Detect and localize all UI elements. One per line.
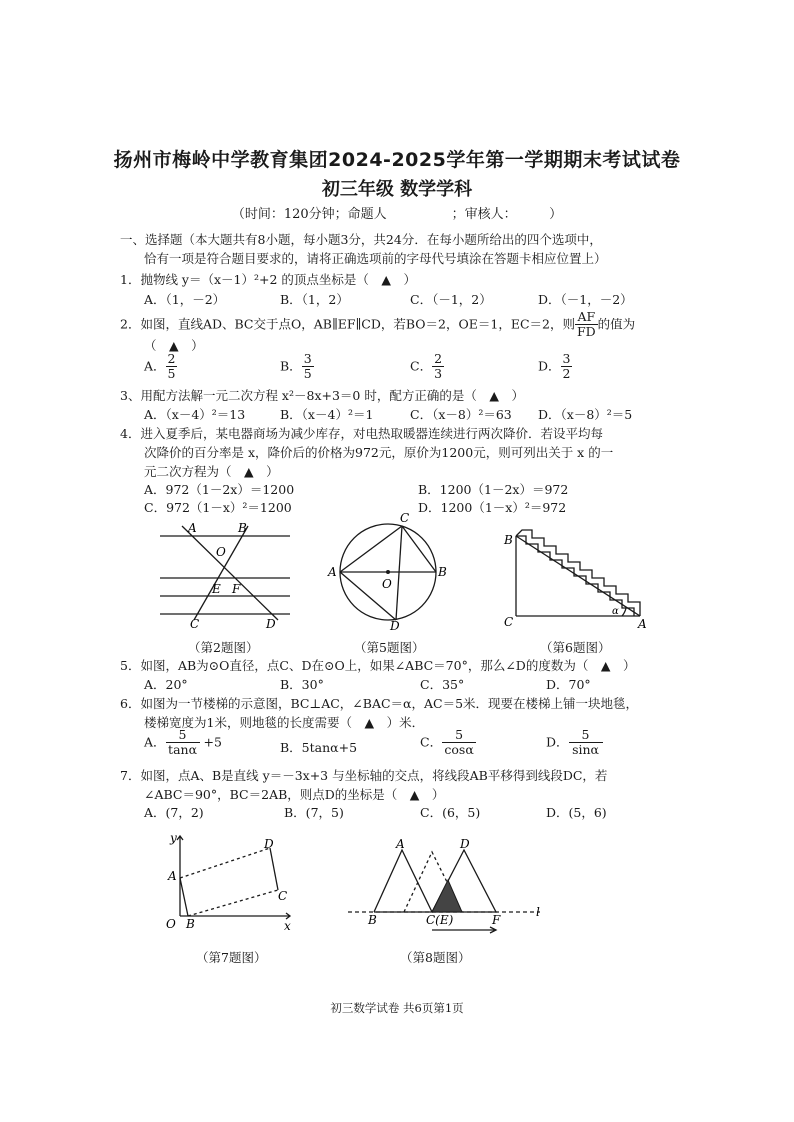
q4-line1: 4．进入夏季后，某电器商场为减少库存，对电热取暖器连续进行两次降价．若设平均每: [120, 426, 603, 441]
q7-line1: 7．如图，点A、B是直线 y＝－3x+3 与坐标轴的交点，将线段AB平移得到线段DC，若: [120, 768, 608, 783]
figure-5: [326, 510, 450, 630]
q5-option-b: B．30°: [280, 677, 324, 692]
fig2-caption: （第2题图）: [188, 640, 259, 655]
q6-line2: 楼梯宽度为1米，则地毯的长度需要（ ▲ ）米．: [144, 715, 425, 730]
q6-option-a: A． $\frac{5}{\tan\alpha}$ +5: [144, 727, 222, 758]
figure-6: [500, 518, 650, 630]
fig7-label-o: O: [166, 917, 176, 931]
fig2-label-c: C: [190, 617, 200, 630]
q4-line2: 次降价的百分率是 x，降价后的价格为972元，原价为1200元，则可列出关于 x 的一: [144, 445, 614, 460]
q5-option-c: C．35°: [420, 677, 465, 692]
section1-line1: 一、选择题（本大题共有8小题，每小题3分，共24分．在每小题所给出的四个选项中，: [120, 232, 602, 247]
q1-stem: 1．抛物线 y＝（x－1）²+2 的顶点坐标是（ ▲ ）: [120, 272, 417, 287]
exam-meta: （时间：120分钟；命题人 ；审核人： ）: [231, 207, 563, 222]
fig8-label-a: A: [396, 837, 405, 851]
q3-option-c: C．（x－8）²＝63: [410, 407, 512, 422]
fig2-label-f: F: [232, 582, 241, 596]
exam-title: 扬州市梅岭中学教育集团2024-2025学年第一学期期末考试试卷: [113, 149, 681, 171]
fig2-label-b: B: [238, 521, 247, 535]
q2-option-b: B． $\frac{3}{5}$: [280, 351, 312, 382]
q4-option-c: C．972（1－x）²＝1200: [144, 500, 292, 515]
fig5-label-o: O: [382, 577, 392, 591]
figure-2: [160, 518, 300, 630]
q3-option-a: A．（x－4）²＝13: [144, 407, 246, 422]
fig5-label-c: C: [400, 511, 410, 525]
fig5-label-d: D: [390, 619, 400, 630]
fig2-label-a: A: [188, 521, 197, 535]
fig6-label-alpha: α: [612, 606, 619, 617]
q4-option-b: B．1200（1－2x）＝972: [418, 482, 569, 497]
fig2-label-o: O: [216, 545, 226, 559]
fig2-label-e: E: [212, 582, 221, 596]
q1-option-b: B．（1，2）: [280, 292, 349, 307]
fig5-label-a: A: [328, 565, 337, 579]
fig7-label-a: A: [168, 869, 177, 883]
q2-stem-tail: 的值为: [597, 316, 636, 332]
fig8-caption: （第8题图）: [400, 950, 471, 965]
q2-option-d: D． $\frac{3}{2}$: [538, 351, 571, 382]
fig5-label-b: B: [438, 565, 447, 579]
fig7-label-b: B: [186, 917, 195, 931]
fig5-caption: （第5题图）: [354, 640, 425, 655]
fig8-label-ce: C(E): [426, 913, 454, 927]
q7-option-a: A．(7，2): [144, 805, 204, 820]
q6-option-b: B．5tanα+5: [280, 740, 358, 755]
q6-option-c: C． $\frac{5}{\cos\alpha}$: [420, 728, 476, 758]
q3-option-d: D．（x－8）²＝5: [538, 407, 633, 422]
fig6-label-b: B: [504, 533, 513, 547]
q2-fraction: $\frac{AF}{FD}$: [576, 309, 596, 340]
q4-option-d: D．1200（1－x）²＝972: [418, 500, 567, 515]
q6-option-d: D． $\frac{5}{\sin\alpha}$: [546, 728, 603, 758]
fig8-label-b: B: [368, 913, 377, 927]
q1-option-d: D．（－1，－2）: [538, 292, 633, 307]
q7-line2: ∠ABC＝90°，BC＝2AB，则点D的坐标是（ ▲ ）: [144, 787, 445, 802]
fig6-label-c: C: [504, 615, 514, 629]
fig7-label-x: x: [284, 919, 291, 933]
fig6-label-a: A: [638, 617, 647, 630]
section1-line2: 恰有一项是符合题目要求的，请将正确选项前的字母代号填涂在答题卡相应位置上）: [144, 251, 607, 266]
exam-subtitle: 初三年级 数学学科: [321, 179, 473, 200]
q1-option-a: A．（1，－2）: [144, 292, 226, 307]
q3-stem: 3、用配方法解一元二次方程 x²－8x+3＝0 时，配方正确的是（ ▲ ）: [120, 388, 524, 403]
fig8-label-d: D: [460, 837, 470, 851]
fig7-label-c: C: [278, 889, 288, 903]
q1-option-c: C．（－1，2）: [410, 292, 492, 307]
fig7-label-y: y: [170, 831, 177, 845]
fig7-label-d: D: [264, 837, 274, 851]
q5-option-a: A．20°: [144, 677, 188, 692]
q7-option-b: B．(7，5): [284, 805, 344, 820]
page-footer: 初三数学试卷 共6页第1页: [330, 1001, 464, 1015]
q2-option-a: A． $\frac{2}{5}$: [144, 351, 176, 382]
q5-stem: 5．如图，AB为⊙O直径，点C、D在⊙O上，如果∠ABC＝70°，那么∠D的度数为（ ▲ ）: [120, 658, 636, 673]
q7-option-d: D．(5，6): [546, 805, 607, 820]
q7-option-c: C．(6，5): [420, 805, 481, 820]
figure-8: [344, 836, 554, 940]
q2-stem-text: 2．如图，直线AD、BC交于点O，AB∥EF∥CD，若BO＝2，OE＝1，EC＝2，则: [120, 316, 575, 332]
fig2-label-d: D: [266, 617, 276, 630]
q4-option-a: A．972（1－2x）＝1200: [144, 482, 295, 497]
fig8-label-l: l: [536, 905, 540, 919]
q5-option-d: D．70°: [546, 677, 591, 692]
q2-blank: （ ▲ ）: [144, 338, 204, 353]
q4-line3: 元二次方程为（ ▲ ）: [144, 464, 279, 479]
q2-option-c: C． $\frac{2}{3}$: [410, 351, 443, 382]
q3-option-b: B．（x－4）²＝1: [280, 407, 374, 422]
figure-7: [160, 828, 300, 938]
q6-line1: 6．如图为一节楼梯的示意图，BC⊥AC，∠BAC＝α，AC＝5米．现要在楼梯上铺一块地毯，: [120, 696, 639, 711]
fig7-caption: （第7题图）: [196, 950, 267, 965]
fig8-label-f: F: [492, 913, 501, 927]
fig6-caption: （第6题图）: [540, 640, 611, 655]
